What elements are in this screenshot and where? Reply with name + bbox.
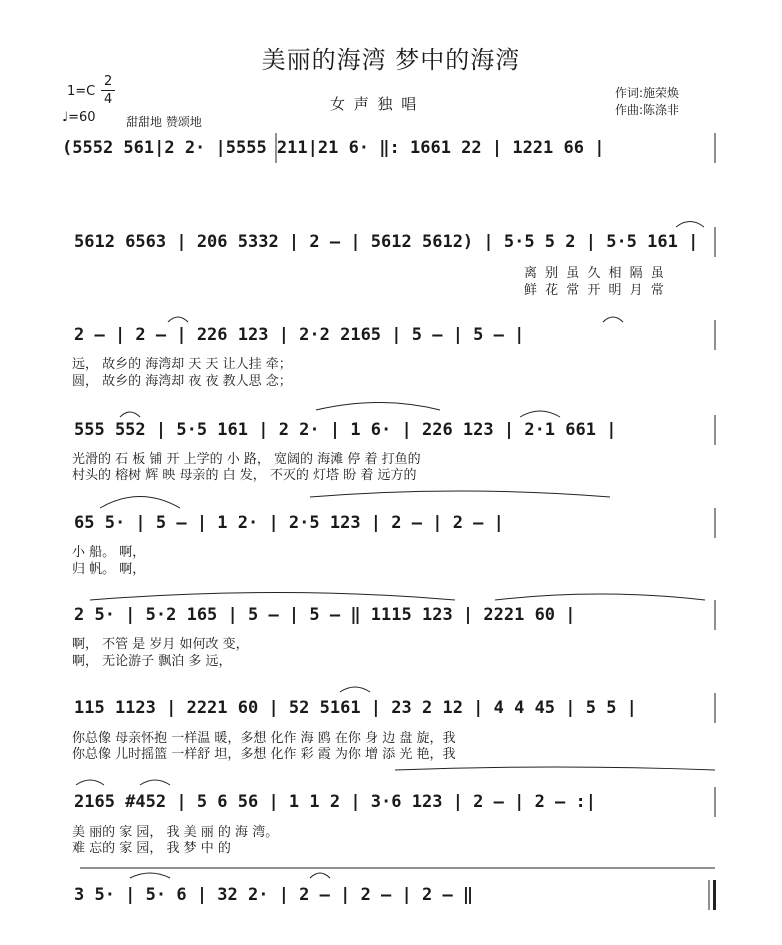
slur (310, 873, 330, 878)
key-signature: 1=C (67, 84, 96, 99)
composer-credit: 作曲:陈涤非 (615, 103, 680, 117)
lyrics-line-2-verse-2: 鲜 花 常 开 明 月 常 (524, 283, 666, 298)
slur (340, 687, 370, 692)
slur (140, 780, 170, 785)
slur (90, 593, 455, 601)
time-signature-top: 2 (104, 74, 113, 89)
notation-line-6: 2 5· | 5·2 165 | 5 — | 5 — ‖ 1115 123 | 2221 60 | (74, 605, 576, 625)
notation-line-3: 2 — | 2 — | 226 123 | 2·2 2165 | 5 — | 5 — | (74, 325, 525, 345)
slur (316, 403, 440, 411)
expression-marking: 甜甜地 赞颂地 (126, 115, 202, 129)
lyrics-line-8-verse-2: 难 忘的 家 园， 我 梦 中 的 (72, 841, 231, 856)
performance-type: 女 声 独 唱 (330, 95, 419, 113)
tempo-marking: ♩=60 (62, 110, 96, 125)
lyrics-line-5-verse-2: 归 帆。 啊， (72, 562, 146, 577)
lyrics-line-7-verse-2: 你总像 儿时摇篮 一样舒 坦，多想 化作 彩 霞 为你 增 添 光 艳，我 (72, 747, 456, 762)
notation-line-8: 2165 #452 | 5 6 56 | 1 1 2 | 3·6 123 | 2 — | 2 — :| (74, 792, 596, 812)
slur (168, 317, 188, 322)
slur (310, 491, 610, 497)
lyrics-line-2-verse-1: 离 别 虽 久 相 隔 虽 (524, 266, 666, 281)
slur (120, 412, 140, 417)
lyrics-line-6-verse-2: 啊， 无论游子 飘泊 多 远， (72, 654, 232, 669)
final-barline (713, 880, 716, 910)
lyrics-line-4-verse-1: 光滑的 石 板 铺 开 上学的 小 路， 宽阔的 海滩 停 着 打鱼的 (72, 452, 421, 467)
lyrics-line-5-verse-1: 小 船。 啊， (72, 545, 146, 560)
lyrics-line-3-verse-2: 圆， 故乡的 海湾却 夜 夜 教人思 念； (72, 374, 292, 389)
volta-bracket (395, 767, 715, 770)
notation-line-9: 3 5· | 5· 6 | 32 2· | 2 — | 2 — | 2 — ‖ (74, 885, 474, 905)
lyrics-line-7-verse-1: 你总像 母亲怀抱 一样温 暖，多想 化作 海 鸥 在你 身 边 盘 旋，我 (72, 731, 456, 746)
notation-line-2: 5612 6563 | 206 5332 | 2 — | 5612 5612) | 5·5 5 2 | 5·5 161 | (74, 232, 699, 252)
song-title: 美丽的海湾 梦中的海湾 (261, 46, 521, 74)
slur (603, 317, 623, 322)
lyrics-line-4-verse-2: 村头的 榕树 辉 映 母亲的 白 发， 不灭的 灯塔 盼 着 远方的 (72, 468, 417, 483)
notation-line-4: 555 552 | 5·5 161 | 2 2· | 1 6· | 226 123 | 2·1 661 | (74, 420, 617, 440)
lyrics-line-3-verse-1: 远， 故乡的 海湾却 天 天 让人挂 牵； (72, 357, 292, 372)
slur (130, 873, 170, 878)
notation-line-1: (5552 561|2 2· |5555 211|21 6· ‖: 1661 22 | 1221 66 | (62, 138, 605, 158)
notation-line-7: 115 1123 | 2221 60 | 52 5161 | 23 2 12 | 4 4 45 | 5 5 | (74, 698, 637, 718)
slur (100, 497, 180, 509)
notation-line-5: 65 5· | 5 — | 1 2· | 2·5 123 | 2 — | 2 — | (74, 513, 504, 533)
lyrics-line-8-verse-1: 美 丽的 家 园， 我 美 丽 的 海 湾。 (72, 825, 279, 840)
lyrics-line-6-verse-1: 啊， 不管 是 岁月 如何改 变， (72, 637, 249, 652)
lyricist-credit: 作词:施荣焕 (615, 86, 680, 100)
slur (76, 780, 104, 785)
time-signature-bottom: 4 (104, 92, 113, 107)
slur (520, 411, 560, 417)
slur (676, 222, 704, 228)
slur (495, 594, 705, 600)
